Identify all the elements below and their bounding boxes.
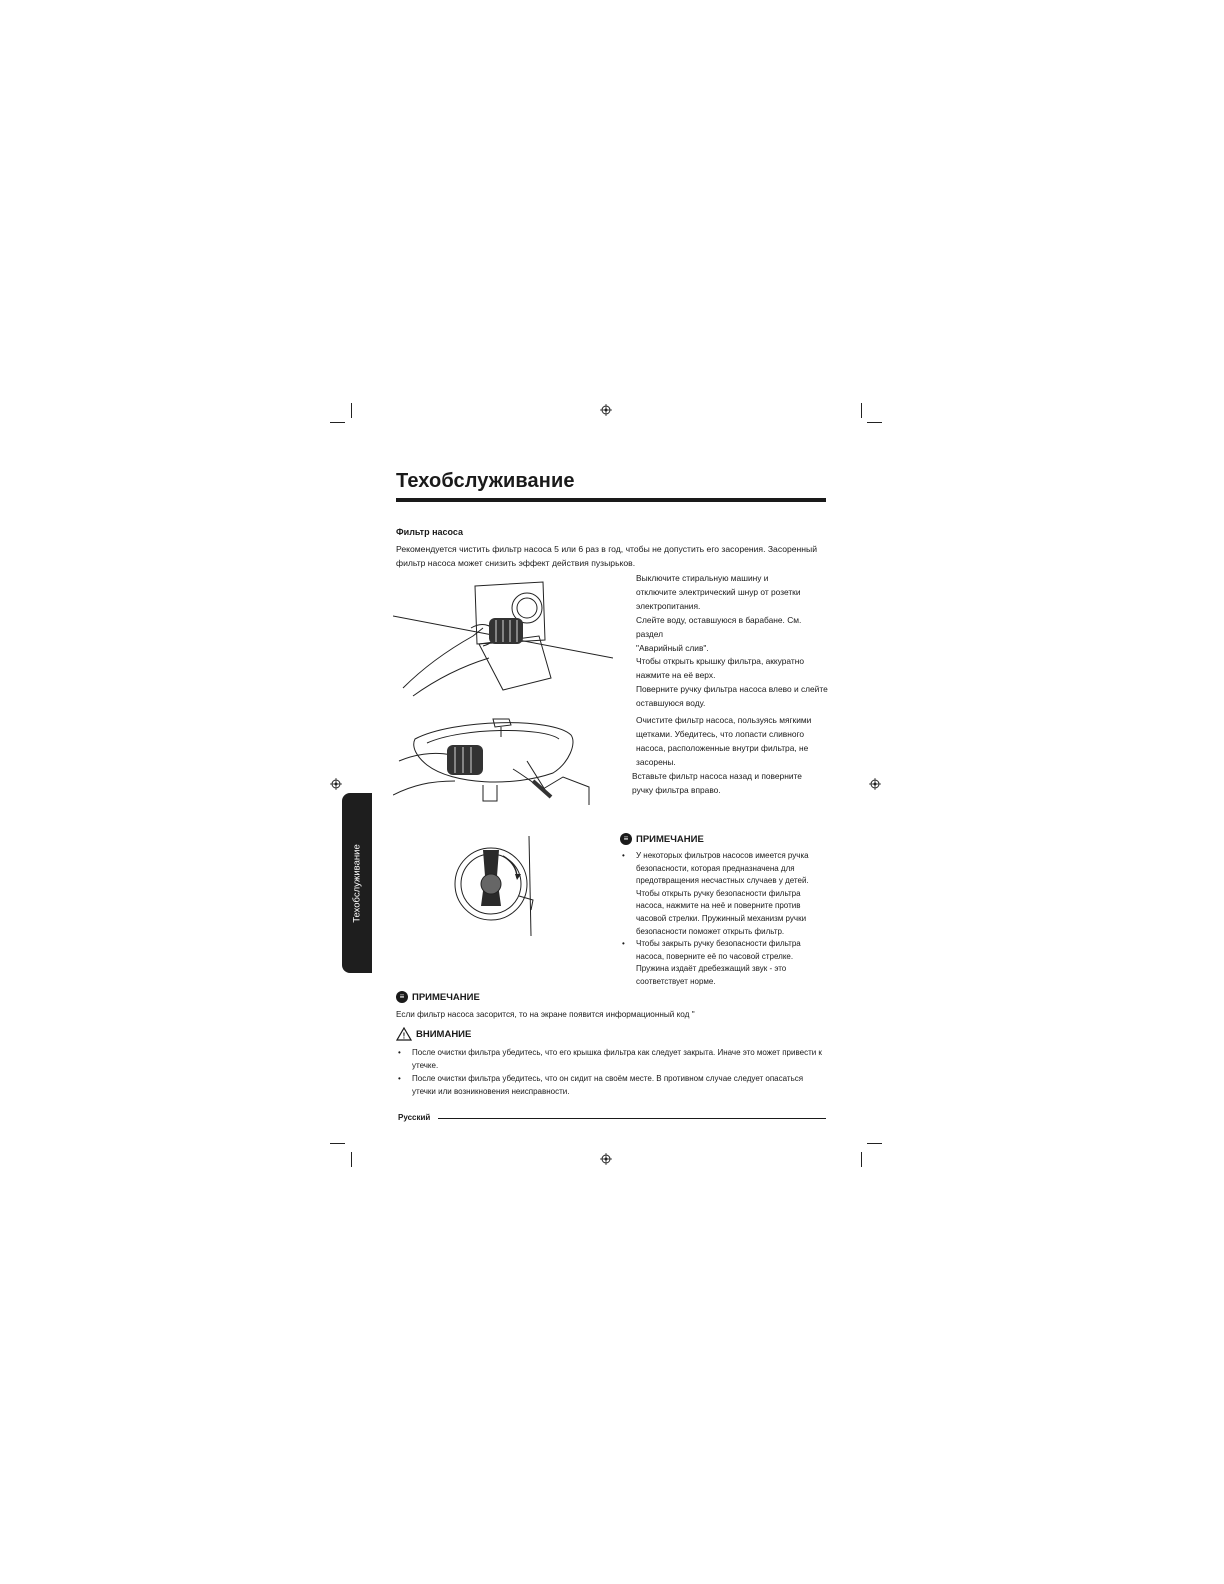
step-line: Очистите фильтр насоса, пользуясь мягкими	[636, 715, 812, 725]
warning-block	[396, 1027, 826, 1098]
step-line: Поверните ручку фильтра насоса влево и слейте	[636, 684, 828, 695]
step-line: насоса, расположенные внутри фильтра, не	[636, 742, 809, 753]
note-heading	[620, 833, 828, 845]
note-list	[620, 850, 828, 989]
svg-text:!: !	[402, 1031, 406, 1041]
note-item: • Чтобы закрыть ручку безопасности фильтра насоса, поверните её по часовой стрелке. Пружина издаёт дребезжащий звук - это соответствует норме.	[620, 938, 828, 988]
note-icon: ≡	[620, 833, 632, 845]
crop-mark-br-h	[867, 1143, 882, 1144]
crop-mark-bl-v	[351, 1152, 352, 1167]
step-line: нажмите на её верх.	[636, 670, 716, 681]
steps-list-a	[636, 572, 828, 711]
footer-rule	[438, 1118, 826, 1119]
warning-label: ВНИМАНИЕ	[416, 1028, 472, 1040]
step-line: "Аварийный слив".	[636, 642, 709, 653]
page-title: Техобслуживание	[396, 470, 575, 492]
steps-list-b	[632, 714, 828, 797]
crop-mark-tr-h	[867, 422, 882, 423]
step-line: Слейте воду, оставшуюся в барабане. См. раздел	[636, 614, 802, 639]
warning-list	[396, 1046, 826, 1098]
note-item: • У некоторых фильтров насосов имеется ручка безопасности, которая предназначена для предотвращения несчастных случаев у детей. Чтобы открыть ручку безопасности фильтра насоса, нажмите на неё и поверните против часовой стрелки. Пружинный механизм ручки безопасности поможет открыть фильтр.	[620, 850, 828, 938]
filter-cleaning-illustration	[393, 715, 613, 815]
note-block-2	[396, 991, 826, 1003]
crop-mark-tr-v	[861, 403, 862, 418]
safety-handle-illustration	[443, 836, 543, 936]
step-line: ручку фильтра вправо.	[632, 784, 721, 795]
warning-item: • После очистки фильтра убедитесь, что он сидит на своём месте. В противном случае следует опасаться утечки или возникновения неисправности.	[396, 1072, 826, 1098]
crop-mark-bl-h	[330, 1143, 345, 1144]
side-tab-label-wrap	[342, 793, 372, 973]
step-line: оставшуюся воду.	[636, 698, 706, 709]
registration-mark-icon	[600, 404, 612, 416]
step-line: Выключите стиральную машину и	[636, 573, 769, 583]
note-label: ПРИМЕЧАНИЕ	[636, 833, 704, 845]
filter-removal-illustration	[393, 578, 613, 698]
step-line: отключите электрический шнур от розетки	[636, 586, 801, 597]
step-line: засорены.	[636, 756, 676, 767]
title-rule	[396, 498, 826, 502]
crop-mark-tl-v	[351, 403, 352, 418]
registration-mark-icon	[600, 1153, 612, 1165]
step-line: щетками. Убедитесь, что лопасти сливного	[636, 728, 805, 739]
warning-heading	[396, 1027, 826, 1041]
crop-mark-tl-h	[330, 422, 345, 423]
section-heading: Фильтр насоса	[396, 527, 464, 537]
footer-language: Русский	[398, 1113, 431, 1122]
warning-item: • После очистки фильтра убедитесь, что его крышка фильтра как следует закрыта. Иначе это может привести к утечке.	[396, 1046, 826, 1072]
warning-triangle-icon	[396, 1027, 412, 1041]
step-line: Вставьте фильтр насоса назад и поверните	[632, 770, 802, 781]
note-icon: ≡	[396, 991, 408, 1003]
note-label-2: ПРИМЕЧАНИЕ	[412, 991, 480, 1003]
step-line: электропитания.	[636, 600, 701, 611]
registration-mark-icon	[330, 778, 342, 790]
registration-mark-icon	[869, 778, 881, 790]
step-line: Чтобы открыть крышку фильтра, аккуратно	[636, 656, 805, 667]
side-tab-label: Техобслуживание	[351, 843, 363, 923]
crop-mark-br-v	[861, 1152, 862, 1167]
note-text-2: Если фильтр насоса засорится, то на экране появится информационный код "	[396, 1010, 695, 1019]
note-block	[620, 833, 828, 989]
intro-paragraph: Рекомендуется чистить фильтр насоса 5 или 6 раз в год, чтобы не допустить его засорения. Засоренный фильтр насоса может снизить эффект действия пузырьков.	[396, 544, 818, 568]
note-heading-2	[396, 991, 826, 1003]
